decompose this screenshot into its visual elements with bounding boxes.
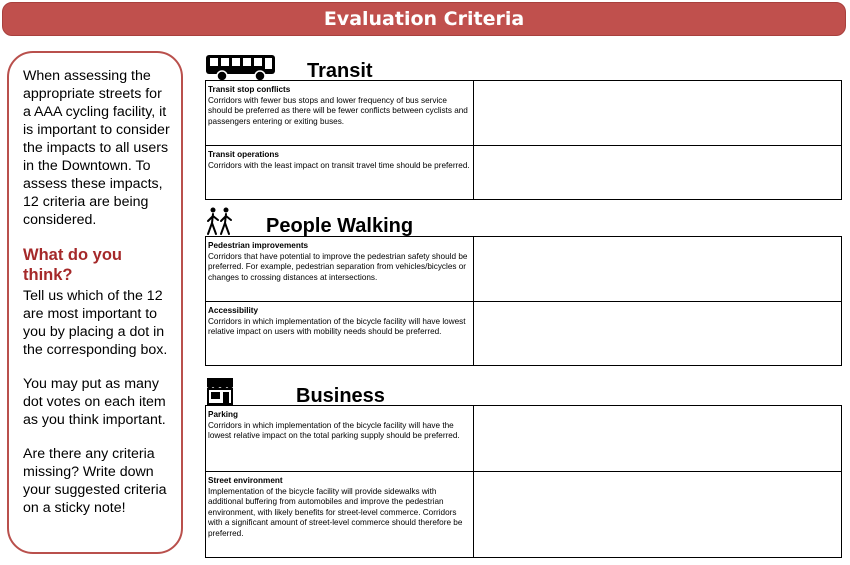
- criteria-heading: Street environment: [208, 476, 283, 485]
- dot-vote-box[interactable]: [474, 406, 841, 471]
- transit-title: Transit: [307, 60, 373, 82]
- criteria-row: [205, 80, 842, 146]
- criteria-heading: Transit stop conflicts: [208, 85, 291, 94]
- walking-section-header: [205, 204, 505, 238]
- criteria-description: [206, 302, 474, 365]
- criteria-heading: Accessibility: [208, 306, 259, 315]
- criteria-description: [206, 406, 474, 471]
- criteria-description: [206, 472, 474, 557]
- dot-vote-box[interactable]: [474, 81, 841, 145]
- criteria-row: [205, 146, 842, 200]
- dot-vote-box[interactable]: [474, 472, 841, 557]
- transit-section-header: [205, 50, 505, 84]
- intro-text: When assessing the appropriate streets for a AAA cycling facility, it is important to consider the impacts to all users in the Downtown. To assess these impacts, 12 criteria are being considered.: [23, 68, 170, 228]
- votes-text: You may put as many dot votes on each item as you think important.: [23, 376, 166, 428]
- criteria-text: Corridors that have potential to improve the pedestrian safety should be preferred. For example, pedestrian separation from vehicles/bicycles or changes to crossing distances at intersections.: [208, 251, 468, 282]
- dot-vote-box[interactable]: [474, 302, 841, 365]
- prompt-text: Tell us which of the 12 are most important to you by placing a dot in the corresponding box.: [23, 288, 168, 358]
- criteria-text: Corridors with the least impact on transit travel time should be preferred.: [208, 160, 470, 170]
- business-title: Business: [296, 385, 385, 407]
- instructions-panel: [7, 51, 183, 554]
- business-section-header: [205, 374, 505, 408]
- bus-icon: [205, 52, 277, 82]
- page-title: Evaluation Criteria: [323, 8, 525, 30]
- criteria-text: Corridors with fewer bus stops and lower frequency of bus service should be preferred as there will be fewer conflicts between cyclists and passengers entering or exiting buses.: [208, 95, 468, 126]
- criteria-text: Corridors in which implementation of the bicycle facility will have the lowest relative impact on the total parking supply should be preferred.: [208, 420, 460, 440]
- criteria-description: [206, 146, 474, 199]
- criteria-row: [205, 405, 842, 472]
- criteria-text: Implementation of the bicycle facility will provide sidewalks with additional buffering from automobiles and improve the pedestrian environment, with likely benefits for street-level commerce. Corridors with a significant amount of street-level commerce should therefore be preferred.: [208, 486, 463, 538]
- storefront-icon: [205, 376, 235, 406]
- criteria-row: [205, 472, 842, 558]
- criteria-row: [205, 236, 842, 302]
- criteria-heading: Transit operations: [208, 150, 279, 159]
- criteria-heading: Pedestrian improvements: [208, 241, 309, 250]
- criteria-description: [206, 237, 474, 301]
- dot-vote-box[interactable]: [474, 146, 841, 199]
- criteria-description: [206, 81, 474, 145]
- missing-criteria-text: Are there any criteria missing? Write down your suggested criteria on a sticky note!: [23, 446, 167, 516]
- pedestrians-icon: [205, 206, 235, 236]
- criteria-text: Corridors in which implementation of the bicycle facility will have lowest relative impact on users with mobility needs should be preferred.: [208, 316, 466, 336]
- dot-vote-box[interactable]: [474, 237, 841, 301]
- criteria-row: [205, 302, 842, 366]
- header-banner: [2, 2, 846, 36]
- question-heading: What do you think?: [23, 246, 122, 284]
- criteria-heading: Parking: [208, 410, 239, 419]
- walking-title: People Walking: [266, 215, 414, 237]
